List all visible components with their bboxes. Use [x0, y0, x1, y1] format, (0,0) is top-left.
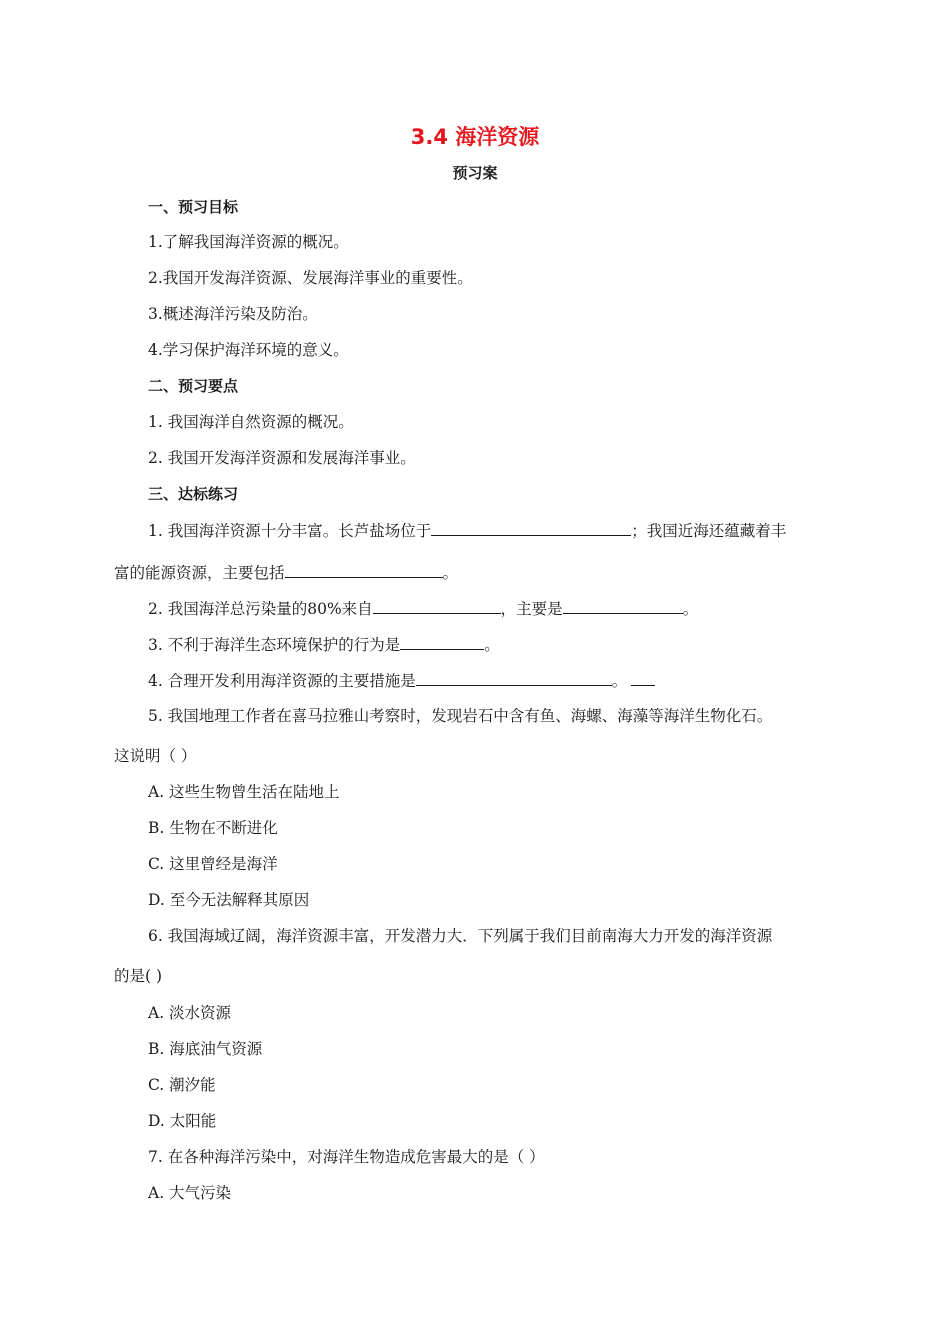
- section-heading-key-points: 二、预习要点: [148, 377, 239, 395]
- question-6-option: C. 潮汐能: [148, 1076, 216, 1094]
- question-5-line-1: 5. 我国地理工作者在喜马拉雅山考察时，发现岩石中含有鱼、海螺、海藻等海洋生物化石。: [148, 707, 773, 725]
- question-2-end: 。: [682, 600, 699, 618]
- question-3: [148, 634, 500, 655]
- question-1-text-2: 富的能源资源，主要包括: [114, 564, 285, 582]
- question-5-line-2: 这说明（ ）: [114, 747, 197, 765]
- question-6-option: A. 淡水资源: [148, 1004, 232, 1022]
- question-5-option: C. 这里曾经是海洋: [148, 855, 278, 873]
- answer-blank-2[interactable]: [285, 562, 443, 578]
- answer-blank-6[interactable]: [416, 670, 612, 686]
- key-point-item: 1. 我国海洋自然资源的概况。: [148, 413, 354, 431]
- question-5-option: A. 这些生物曾生活在陆地上: [148, 783, 340, 801]
- question-1-end: 。: [442, 564, 459, 582]
- question-7-option: A. 大气污染: [148, 1184, 232, 1202]
- question-6-option: D. 太阳能: [148, 1112, 217, 1130]
- page-title: 3.4 海洋资源: [410, 125, 540, 149]
- question-4-end: 。: [611, 672, 628, 690]
- question-6-line-2: 的是( ): [114, 967, 163, 985]
- answer-blank-4[interactable]: [563, 598, 683, 614]
- question-1-text-cont: ；我国近海还蕴藏着丰: [631, 522, 787, 540]
- section-heading-goals: 一、预习目标: [148, 198, 239, 216]
- answer-blank-5[interactable]: [400, 634, 484, 650]
- question-4: [148, 670, 655, 691]
- question-6-line-1: 6. 我国海域辽阔，海洋资源丰富，开发潜力大．下列属于我们目前南海大力开发的海洋资源: [148, 927, 773, 945]
- question-5-option: B. 生物在不断进化: [148, 819, 278, 837]
- goal-item: 1.了解我国海洋资源的概况。: [148, 233, 349, 251]
- answer-blank-1[interactable]: [431, 520, 631, 536]
- goal-item: 2.我国开发海洋资源、发展海洋事业的重要性。: [148, 269, 473, 287]
- key-point-item: 2. 我国开发海洋资源和发展海洋事业。: [148, 449, 416, 467]
- section-heading-exercises: 三、达标练习: [148, 485, 239, 503]
- question-5-option: D. 至今无法解释其原因: [148, 891, 310, 909]
- page-subtitle: 预习案: [452, 164, 498, 182]
- question-3-text: 3. 不利于海洋生态环境保护的行为是: [148, 636, 401, 654]
- answer-blank-3[interactable]: [373, 598, 501, 614]
- question-1-text: 1. 我国海洋资源十分丰富。长芦盐场位于: [148, 522, 432, 540]
- goal-item: 3.概述海洋污染及防治。: [148, 305, 318, 323]
- question-6-option: B. 海底油气资源: [148, 1040, 263, 1058]
- question-2-text: 2. 我国海洋总污染量的80%来自: [148, 600, 373, 618]
- question-2: [148, 598, 698, 619]
- question-4-text: 4. 合理开发利用海洋资源的主要措施是: [148, 672, 416, 690]
- question-2-text-cont: ，主要是: [500, 600, 563, 618]
- question-1-line-2: [114, 562, 458, 583]
- stray-underline: [631, 670, 655, 686]
- question-3-end: 。: [484, 636, 500, 654]
- question-1-line-1: [148, 520, 786, 541]
- question-7: 7. 在各种海洋污染中，对海洋生物造成危害最大的是（ ）: [148, 1148, 545, 1166]
- goal-item: 4.学习保护海洋环境的意义。: [148, 341, 349, 359]
